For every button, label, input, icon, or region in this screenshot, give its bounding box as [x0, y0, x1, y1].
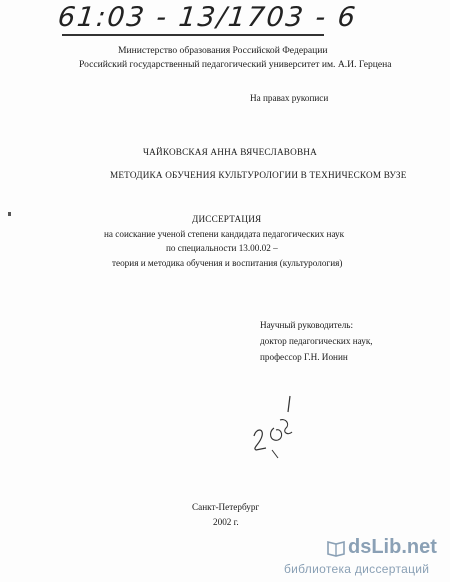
book-icon	[326, 538, 346, 558]
margin-mark	[8, 212, 11, 216]
supervisor-label: Научный руководитель:	[260, 320, 354, 330]
supervisor-name: профессор Г.Н. Ионин	[260, 352, 348, 362]
handwritten-signature-scribble	[248, 392, 308, 462]
specialty-name-line: теория и методика обучения и воспитания (культурология)	[112, 258, 343, 268]
author-name: ЧАЙКОВСКАЯ АННА ВЯЧЕСЛАВОВНА	[143, 147, 317, 157]
ministry-line: Министерство образования Российской Федерации	[118, 45, 328, 56]
university-line: Российский государственный педагогический университет им. А.И. Герцена	[79, 59, 392, 70]
degree-line: на соискание ученой степени кандидата педагогических наук	[104, 229, 345, 239]
year: 2002 г.	[213, 517, 239, 527]
archive-number-handwritten: 61:03 - 13/1703 - 6	[56, 2, 359, 33]
dissertation-title: МЕТОДИКА ОБУЧЕНИЯ КУЛЬТУРОЛОГИИ В ТЕХНИЧЕСКОМ ВУЗЕ	[110, 170, 407, 180]
supervisor-degree: доктор педагогических наук,	[260, 336, 373, 346]
dissertation-heading: ДИССЕРТАЦИЯ	[192, 214, 262, 224]
archive-number-underline	[62, 34, 324, 36]
manuscript-note: На правах рукописи	[250, 93, 329, 103]
city: Санкт-Петербург	[192, 502, 260, 512]
watermark-logo: dsLib.net	[348, 536, 437, 558]
watermark	[262, 526, 450, 582]
specialty-line: по специальности 13.00.02 –	[166, 243, 278, 253]
watermark-subtitle: библиотека диссертаций	[284, 562, 430, 576]
